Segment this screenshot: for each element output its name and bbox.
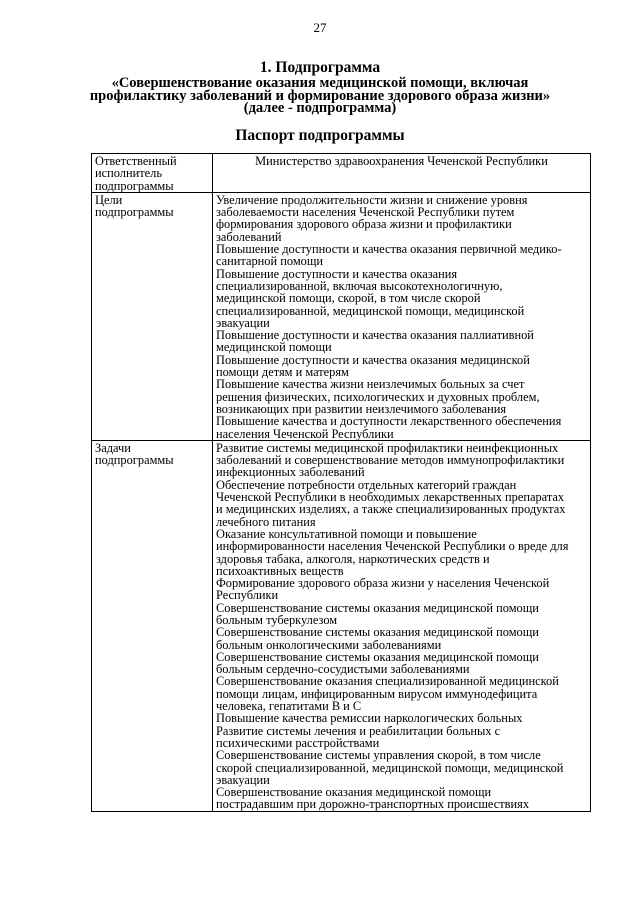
section-heading: 1. Подпрограмма xyxy=(259,59,381,76)
subprogram-title: «Совершенствование оказания медицинской помощи, включая профилактику заболеваний и формирование здорового образа жизни» (далее - подпрограмма) xyxy=(89,75,551,116)
row-value: Развитие системы медицинской профилактики неинфекционных заболеваний и совершенствование методов иммунопрофилактики инфекционных заболеваний Обеспечение потребности отдельных категорий граждан Чеченской Республики в необходимых лекарственных препаратах и медицинских изделиях, а также специализированных продуктах лечебного питания Оказание консультативной помощи и повышение информированности населения Чеченской Республики о вреде для здоровья табака, алкоголя, наркотических средств и психоактивных веществ Формирование здорового образа жизни у населения Чеченской Республики Совершенствование системы оказания медицинской помощи больным туберкулезом Совершенствование системы оказания медицинской помощи больным онкологическими заболеваниями Совершенствование системы оказания медицинской помощи больным сердечно-сосудистыми заболеваниями Совершенствование оказания специализированной медицинской помощи лицам, инфицированным вирусом иммунодефицита человека, гепатитами В и С Повышение качества ремиссии наркологических больных Развитие системы лечения и реабилитации больных с психическими расстройствами Совершенствование системы управления скорой, в том числе скорой специализированной, медицинской помощи, медицинской эвакуации Совершенствование оказания медицинской помощи пострадавшим при дорожно-транспортных происшествиях xyxy=(213,440,591,811)
row-value: Увеличение продолжительности жизни и снижение уровня заболеваемости населения Чеченской Республики путем формирования здорового образа жизни и профилактики заболеваний Повышение доступности и качества оказания первичной медико- санитарной помощи Повышение доступности и качества оказания специализированной, включая высокотехнологичную, медицинской помощи, скорой, в том числе скорой специализированной, медицинской помощи, медицинской эвакуации Повышение доступности и качества оказания паллиативной медицинской помощи Повышение доступности и качества оказания медицинской помощи детям и матерям Повышение качества жизни неизлечимых больных за счет решения физических, психологических и духовных проблем, возникающих при развитии неизлечимого заболевания Повышение качества и доступности лекарственного обеспечения населения Чеченской Республики xyxy=(213,192,591,440)
row-label: Задачи подпрограммы xyxy=(92,440,213,811)
page-number: 27 xyxy=(313,20,327,35)
row-label: Ответственный исполнитель подпрограммы xyxy=(92,154,213,193)
row-label: Цели подпрограммы xyxy=(92,192,213,440)
row-value: Министерство здравоохранения Чеченской Республики xyxy=(213,154,591,193)
passport-title: Паспорт подпрограммы xyxy=(235,127,405,144)
table-row-goals xyxy=(92,192,591,440)
table-row-tasks xyxy=(92,440,591,811)
table-row-responsible xyxy=(92,154,591,193)
passport-table xyxy=(91,153,591,812)
